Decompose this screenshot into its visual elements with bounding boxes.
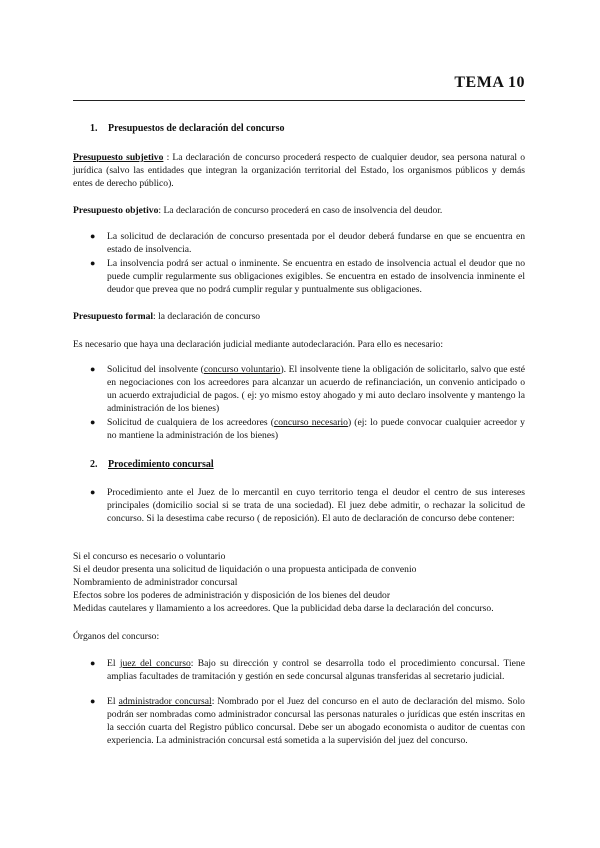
section-number: 2. — [90, 459, 98, 470]
term-administrador-concursal: administrador concursal — [118, 696, 212, 707]
term-juez-del-concurso: juez del concurso — [119, 658, 191, 669]
list-organos — [90, 657, 525, 748]
paragraph-formal — [73, 310, 525, 323]
list-item: ● Solicitud del insolvente (concurso voluntario). El insolvente tiene la obligación de solicitarlo, salvo que esté en negociaciones con los acreedores para alcanzar un acuerdo de refinanciación, un convenio anticipado o un acuerdo extrajudicial de pagos. ( ej: yo mismo estoy ahogado y mi auto declaro insolvente y mantengo la administración de los bienes) — [90, 364, 525, 414]
paragraph-organos-intro: Órganos del concurso: — [73, 631, 160, 642]
bullet-icon: ● — [90, 487, 96, 497]
bullet-icon: ● — [90, 231, 96, 241]
text-line: Medidas cautelares y llamamiento a los acreedores. Que la publicidad deba darse la declaración del concurso. — [73, 603, 494, 614]
list-formal — [90, 363, 525, 443]
bullet-icon: ● — [90, 364, 96, 374]
text-objetivo: : La declaración de concurso procederá en caso de insolvencia del deudor. — [158, 205, 443, 216]
title-rule — [73, 100, 525, 101]
text-line: Nombramiento de administrador concursal — [73, 577, 238, 588]
text-line: Si el deudor presenta una solicitud de liquidación o una propuesta anticipada de convenio — [73, 564, 417, 575]
list-item: ● La insolvencia podrá ser actual o inminente. Se encuentra en estado de insolvencia actual el deudor que no puede cumplir regularmente sus obligaciones exigibles. Se encuentra en estado de insolvencia inminente el deudor que prevea que no podrá cumplir regular y puntualmente sus obligaciones. — [90, 258, 525, 295]
label-subjetivo: Presupuesto subjetivo — [73, 152, 164, 163]
paragraph-objetivo — [73, 204, 525, 217]
text-subjetivo: : La declaración de concurso procederá respecto de cualquier deudor, sea persona natural o jurídica (salvo las entidades que integran la organización territorial del Estado, los organismos públicos y demás entes de derecho público). — [73, 152, 526, 189]
section-label: Presupuestos de declaración del concurso — [108, 123, 285, 134]
page-title: TEMA 10 — [454, 74, 525, 91]
list-item: ● Solicitud de cualquiera de los acreedores (concurso necesario) (ej: lo puede convocar cualquier acreedor y no mantiene la administración de los bienes) — [90, 417, 525, 441]
text-line: Si el concurso es necesario o voluntario — [73, 551, 226, 562]
auto-contents-lines — [73, 550, 525, 615]
section-heading-2 — [90, 459, 214, 470]
section-label: Procedimiento concursal — [108, 459, 214, 470]
bullet-icon: ● — [90, 696, 96, 706]
list-item: ● El administrador concursal: Nombrado por el Juez del concurso en el auto de declaración del mismo. Solo podrán ser nombradas como administrador concursal las personas naturales o jurídicas que estén inscritas en la sección cuarta del Registro público concursal. Debe ser un abogado economista o auditor de cuentas con experiencia. La administración concursal está sometida a la supervisión del juez del concurso. — [90, 696, 525, 746]
text-line: Efectos sobre los poderes de administración y disposición de los bienes del deudor — [73, 590, 391, 601]
list-objetivo — [90, 230, 525, 297]
list-item: ● La solicitud de declaración de concurso presentada por el deudor deberá fundarse en que se encuentra en estado de insolvencia. — [90, 231, 525, 255]
bullet-icon: ● — [90, 658, 96, 668]
label-formal: Presupuesto formal — [73, 311, 154, 322]
list-item: ● Procedimiento ante el Juez de lo mercantil en cuyo territorio tenga el deudor el centro de sus intereses principales (domicilio social si se trata de una sociedad). El juez debe admitir, o rechazar la solicitud de concurso. Si la desestima cabe recurso ( de reposición). El auto de declaración de concurso debe contener: — [90, 487, 525, 524]
label-objetivo: Presupuesto objetivo — [73, 205, 159, 216]
term-concurso-necesario: concurso necesario — [273, 417, 348, 428]
section-number: 1. — [90, 123, 98, 134]
bullet-icon: ● — [90, 258, 96, 268]
section-heading-1 — [90, 123, 284, 134]
paragraph-subjetivo — [73, 151, 525, 190]
term-concurso-voluntario: concurso voluntario — [203, 364, 281, 375]
bullet-icon: ● — [90, 417, 96, 427]
paragraph-formal-intro: Es necesario que haya una declaración judicial mediante autodeclaración. Para ello es necesario: — [73, 339, 443, 350]
text-formal: : la declaración de concurso — [153, 311, 261, 322]
list-item: ● El juez del concurso: Bajo su dirección y control se desarrolla todo el procedimiento concursal. Tiene amplias facultades de tramitación y gestión en sede concursal algunas transferidas al secretario judicial. — [90, 658, 525, 682]
list-procedimiento — [90, 486, 525, 526]
